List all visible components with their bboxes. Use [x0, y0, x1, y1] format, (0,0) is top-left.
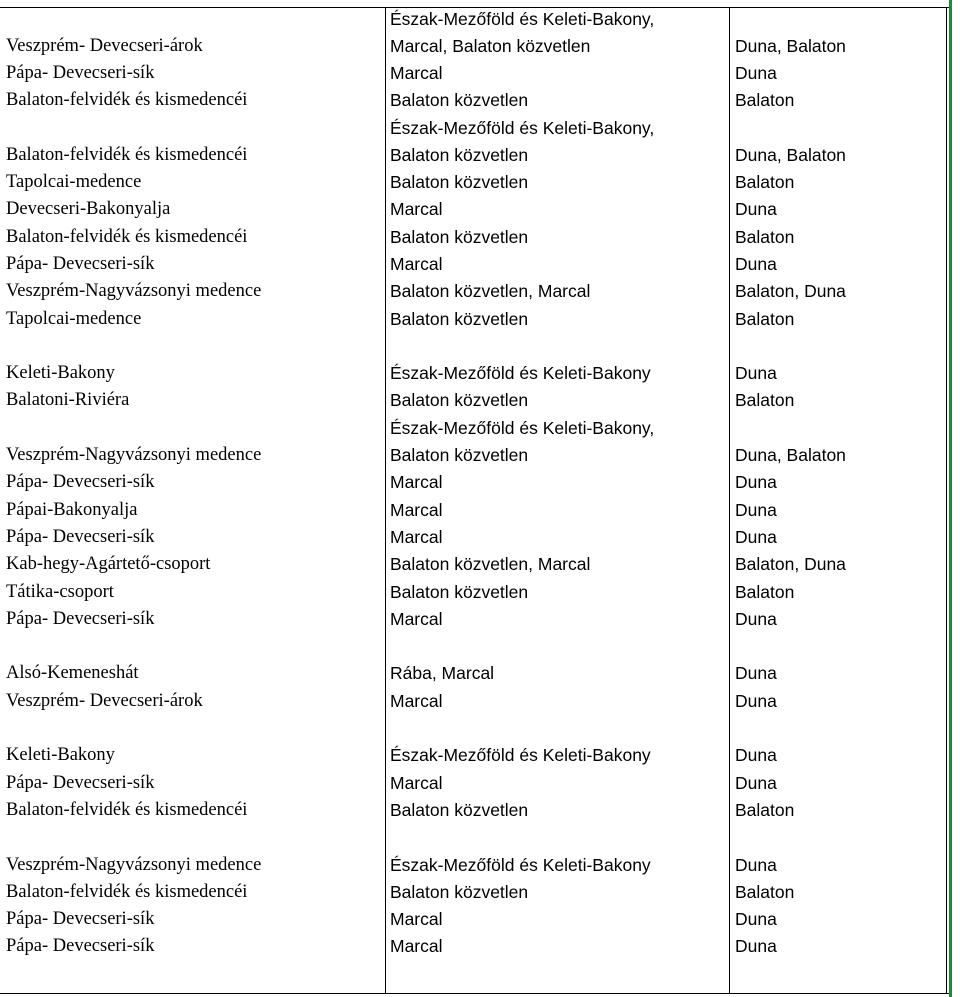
- catchment-line: Marcal: [390, 62, 443, 83]
- catchment-cell[interactable]: [390, 688, 443, 715]
- catchment-line: Marcal: [390, 608, 443, 629]
- catchment-line: Balaton közvetlen: [390, 308, 529, 329]
- basin-cell[interactable]: Duna: [735, 526, 777, 547]
- catchment-line: Balaton közvetlen: [390, 881, 529, 902]
- catchment-cell[interactable]: [390, 497, 443, 524]
- catchment-line: Balaton közvetlen: [390, 581, 529, 602]
- area-cell[interactable]: Balaton-felvidék és kismedencéi: [6, 799, 248, 820]
- area-cell[interactable]: Tátika-csoport: [6, 581, 114, 602]
- basin-cell[interactable]: Duna, Balaton: [735, 144, 846, 165]
- area-cell[interactable]: Keleti-Bakony: [6, 745, 115, 766]
- catchment-cell[interactable]: [390, 387, 528, 414]
- table-row: [0, 62, 946, 89]
- table-row: [0, 935, 946, 962]
- catchment-cell[interactable]: [390, 60, 443, 87]
- basin-cell[interactable]: Duna: [735, 690, 777, 711]
- selection-edge-bar: [949, 0, 952, 997]
- table-row: [0, 717, 946, 772]
- catchment-line: Marcal: [390, 936, 443, 957]
- catchment-line: Észak-Mezőföld és Keleti-Bakony,: [390, 8, 655, 29]
- area-cell[interactable]: Pápa- Devecseri-sík: [6, 608, 155, 629]
- catchment-line: Marcal: [390, 772, 443, 793]
- catchment-cell[interactable]: [390, 660, 494, 687]
- basin-cell[interactable]: Balaton: [735, 226, 795, 247]
- basin-cell[interactable]: Duna: [735, 909, 777, 930]
- basin-cell[interactable]: Balaton: [735, 90, 795, 111]
- catchment-line: Balaton közvetlen: [390, 226, 529, 247]
- catchment-line: Balaton közvetlen: [390, 390, 529, 411]
- catchment-line: Balaton közvetlen: [390, 144, 529, 165]
- catchment-cell[interactable]: [390, 770, 443, 797]
- table-row: [0, 608, 946, 635]
- basin-cell[interactable]: Duna: [735, 499, 777, 520]
- catchment-line: Rába, Marcal: [390, 663, 495, 684]
- basin-cell[interactable]: Duna: [735, 745, 777, 766]
- catchment-cell[interactable]: [390, 251, 443, 278]
- basin-cell[interactable]: Balaton: [735, 799, 795, 820]
- table-row: [0, 253, 946, 280]
- catchment-cell[interactable]: [390, 415, 654, 469]
- table-row: [0, 280, 946, 307]
- table-row: [0, 553, 946, 580]
- table-row: [0, 689, 946, 716]
- catchment-line: Észak-Mezőföld és Keleti-Bakony,: [390, 117, 655, 138]
- catchment-line: Marcal: [390, 909, 443, 930]
- basin-cell[interactable]: Duna, Balaton: [735, 445, 846, 466]
- catchment-cell[interactable]: [390, 87, 528, 114]
- catchment-cell[interactable]: [390, 879, 528, 906]
- catchment-line: Balaton közvetlen, Marcal: [390, 281, 591, 302]
- table-row: [0, 389, 946, 416]
- basin-cell[interactable]: Balaton: [735, 881, 795, 902]
- basin-cell[interactable]: Duna: [735, 199, 777, 220]
- area-cell[interactable]: Alsó-Kemeneshát: [6, 663, 139, 684]
- catchment-line: Marcal: [390, 690, 443, 711]
- table-row: [0, 799, 946, 826]
- area-cell[interactable]: Veszprém-Nagyvázsonyi medence: [6, 445, 262, 466]
- table-row: [0, 771, 946, 798]
- table-row: [0, 7, 946, 62]
- basin-cell[interactable]: Duna: [735, 62, 777, 83]
- catchment-line: Észak-Mezőföld és Keleti-Bakony: [390, 745, 651, 766]
- catchment-cell[interactable]: [390, 906, 443, 933]
- catchment-cell[interactable]: [390, 797, 528, 824]
- table-body: [0, 7, 946, 962]
- table-row: [0, 89, 946, 116]
- area-cell[interactable]: Balatoni-Riviéra: [6, 390, 130, 411]
- catchment-line: Balaton közvetlen: [390, 172, 529, 193]
- table-row: [0, 498, 946, 525]
- catchment-line: Marcal: [390, 526, 443, 547]
- area-cell[interactable]: Pápa- Devecseri-sík: [6, 253, 155, 274]
- basin-cell[interactable]: Balaton: [735, 581, 795, 602]
- area-cell[interactable]: Veszprém- Devecseri-árok: [6, 690, 203, 711]
- table-row: [0, 526, 946, 553]
- catchment-line: Marcal: [390, 472, 443, 493]
- area-cell[interactable]: Veszprém-Nagyvázsonyi medence: [6, 854, 262, 875]
- table-row: [0, 635, 946, 690]
- area-cell[interactable]: Pápa- Devecseri-sík: [6, 526, 155, 547]
- table-row: [0, 471, 946, 498]
- basin-cell[interactable]: Duna: [735, 472, 777, 493]
- catchment-cell[interactable]: [390, 278, 590, 305]
- basin-cell[interactable]: Duna: [735, 772, 777, 793]
- basin-cell[interactable]: Duna: [735, 608, 777, 629]
- catchment-cell[interactable]: [390, 169, 528, 196]
- basin-cell[interactable]: Duna: [735, 854, 777, 875]
- table-row: [0, 908, 946, 935]
- basin-cell[interactable]: Duna: [735, 663, 777, 684]
- area-cell[interactable]: Kab-hegy-Agártető-csoport: [6, 554, 211, 575]
- catchment-cell[interactable]: [390, 469, 443, 496]
- area-cell[interactable]: Balaton-felvidék és kismedencéi: [6, 144, 248, 165]
- catchment-line: Balaton közvetlen: [390, 799, 529, 820]
- table-row: [0, 416, 946, 471]
- area-cell[interactable]: Pápa- Devecseri-sík: [6, 62, 155, 83]
- catchment-line: Észak-Mezőföld és Keleti-Bakony: [390, 363, 651, 384]
- area-cell[interactable]: Keleti-Bakony: [6, 363, 115, 384]
- area-cell[interactable]: Pápai-Bakonyalja: [6, 499, 138, 520]
- catchment-cell[interactable]: [390, 6, 654, 60]
- catchment-cell[interactable]: [390, 933, 443, 960]
- table-row: [0, 335, 946, 390]
- area-cell[interactable]: Balaton-felvidék és kismedencéi: [6, 90, 248, 111]
- area-cell[interactable]: Devecseri-Bakonyalja: [6, 199, 171, 220]
- area-cell[interactable]: Pápa- Devecseri-sík: [6, 472, 155, 493]
- catchment-cell[interactable]: [390, 224, 528, 251]
- table-row: [0, 116, 946, 171]
- area-cell[interactable]: Tapolcai-medence: [6, 308, 142, 329]
- table-row: [0, 826, 946, 881]
- basin-cell[interactable]: Balaton: [735, 390, 795, 411]
- catchment-line: Marcal: [390, 253, 443, 274]
- table-row: [0, 580, 946, 607]
- catchment-line: Marcal: [390, 199, 443, 220]
- basin-cell[interactable]: Balaton, Duna: [735, 281, 846, 302]
- catchment-line: Észak-Mezőföld és Keleti-Bakony,: [390, 418, 655, 439]
- catchment-cell[interactable]: [390, 524, 443, 551]
- table-row: [0, 198, 946, 225]
- basin-cell[interactable]: Duna: [735, 253, 777, 274]
- catchment-cell[interactable]: [390, 306, 528, 333]
- catchment-cell[interactable]: [390, 852, 651, 879]
- basin-cell[interactable]: Duna: [735, 936, 777, 957]
- catchment-line: Balaton közvetlen: [390, 90, 529, 111]
- basin-cell[interactable]: Balaton, Duna: [735, 554, 846, 575]
- catchment-cell[interactable]: [390, 196, 443, 223]
- basin-cell[interactable]: Balaton: [735, 172, 795, 193]
- catchment-line: Észak-Mezőföld és Keleti-Bakony: [390, 854, 651, 875]
- catchment-cell[interactable]: [390, 115, 654, 169]
- area-cell[interactable]: Pápa- Devecseri-sík: [6, 909, 155, 930]
- catchment-line: Balaton közvetlen, Marcal: [390, 554, 591, 575]
- catchment-cell[interactable]: [390, 742, 651, 769]
- area-cell[interactable]: Balaton-felvidék és kismedencéi: [6, 881, 248, 902]
- table-row: [0, 225, 946, 252]
- area-cell[interactable]: Balaton-felvidék és kismedencéi: [6, 226, 248, 247]
- area-cell[interactable]: Pápa- Devecseri-sík: [6, 772, 155, 793]
- basin-cell[interactable]: Balaton: [735, 308, 795, 329]
- catchment-cell[interactable]: [390, 579, 528, 606]
- table-row: [0, 171, 946, 198]
- area-cell[interactable]: Veszprém- Devecseri-árok: [6, 35, 203, 56]
- area-cell[interactable]: Veszprém-Nagyvázsonyi medence: [6, 281, 262, 302]
- catchment-cell[interactable]: [390, 360, 651, 387]
- catchment-line: Marcal, Balaton közvetlen: [390, 35, 591, 56]
- table-row: [0, 881, 946, 908]
- catchment-cell[interactable]: [390, 606, 443, 633]
- basin-cell[interactable]: Duna: [735, 363, 777, 384]
- catchment-line: Marcal: [390, 499, 443, 520]
- table-row: [0, 307, 946, 334]
- area-cell[interactable]: Tapolcai-medence: [6, 172, 142, 193]
- basin-cell[interactable]: Duna, Balaton: [735, 35, 846, 56]
- area-cell[interactable]: Pápa- Devecseri-sík: [6, 936, 155, 957]
- catchment-cell[interactable]: [390, 551, 590, 578]
- catchment-line: Balaton közvetlen: [390, 445, 529, 466]
- column-divider: [946, 7, 947, 994]
